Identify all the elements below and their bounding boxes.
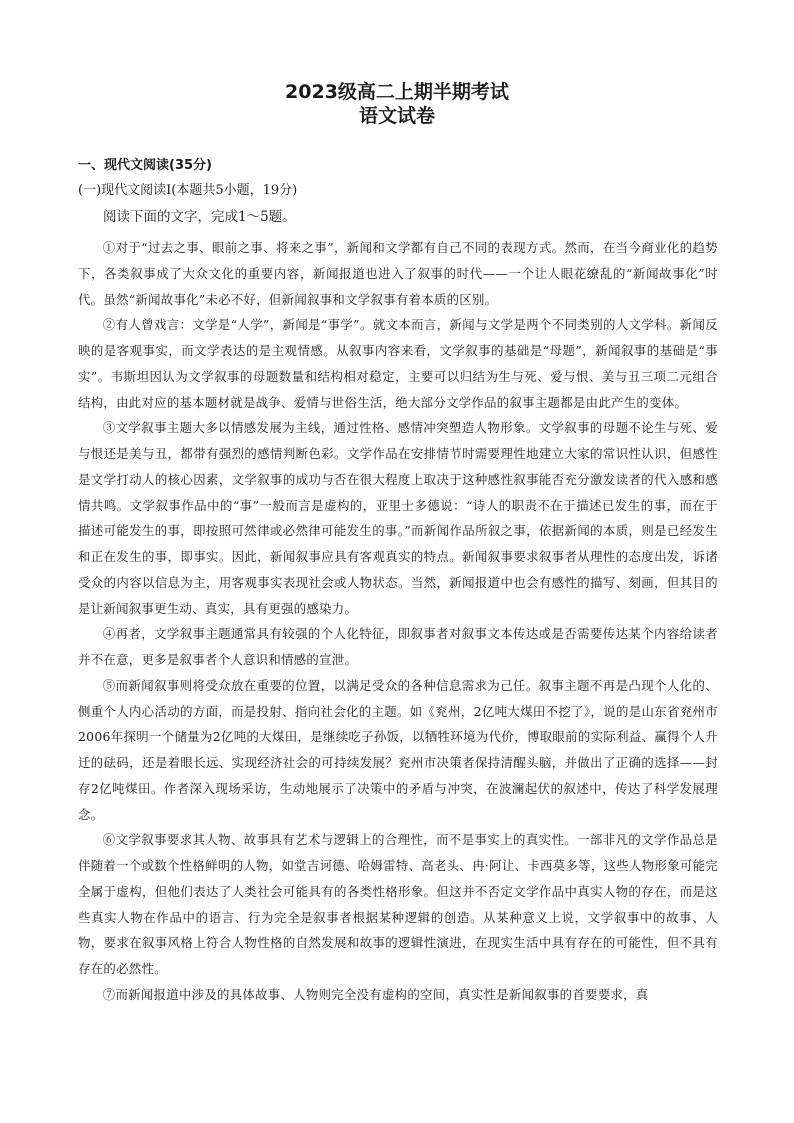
exam-title: 2023级高二上期半期考试	[285, 81, 509, 103]
paragraph-7: ⑦而新闻报道中涉及的具体故事、人物则完全没有虚构的空间，真实性是新闻叙事的首要要求，真	[102, 986, 649, 1002]
paragraph-5: ⑤而新闻叙事则将受众放在重要的位置，以满足受众的各种信息需求为己任。叙事主题不再是凸现个人化的、侧重个人内心活动的方面，而是投射、指向社会化的主题。如《兖州，2亿吨大煤田不挖了》，说的是山东省兖州市2006年探明一个储量为2亿吨的大煤田，是继续吃子孙饭，以牺牲环境为代价，博取眼前的实际利益、赢得个人升迁的砝码，还是着眼长远、实现经济社会的可持续发展？兖州市决策者保持清醒头脑，并做出了正确的选择——封存2亿吨煤田。作者深入现场采访，生动地展示了决策中的矛盾与冲突，在波澜起伏的叙述中，传达了科学发展理念。	[78, 677, 718, 822]
paragraph-1: ①对于“过去之事、眼前之事、将来之事”，新闻和文学都有自己不同的表现方式。然而，在当今商业化的趋势下，各类叙事成了大众文化的重要内容，新闻报道也进入了叙事的时代——一个让人眼花缭乱的“新闻故事化”时代。虽然“新闻故事化”未必不好，但新闻叙事和文学叙事有着本质的区别。	[78, 240, 718, 307]
paragraph-2: ②有人曾戏言：文学是“人学”，新闻是“事学”。就文本而言，新闻与文学是两个不同类别的人文学科。新闻反映的是客观事实，而文学表达的是主观情感。从叙事内容来看，文学叙事的基础是“母题”，新闻叙事的基础是“事实”。韦斯坦因认为文学叙事的母题数量和结构相对稳定，主要可以归结为生与死、爱与恨、美与丑三项二元组合结构，由此对应的基本题材就是战争、爱情与世俗生活，绝大部分文学作品的叙事主题都是由此产生的变体。	[78, 317, 718, 410]
reading-passage	[78, 235, 718, 1008]
section-heading: 一、现代文阅读(35分)	[78, 158, 212, 173]
paragraph-4: ④再者，文学叙事主题通常具有较强的个人化特征，即叙事者对叙事文本传达或是否需要传达某个内容给读者并不在意，更多是叙事者个人意识和情感的宣泄。	[78, 626, 718, 667]
reading-instruction: 阅读下面的文字，完成1～5题。	[103, 209, 296, 225]
exam-subtitle: 语文试卷	[358, 105, 435, 127]
paragraph-3: ③文学叙事主题大多以情感发展为主线，通过性格、感情冲突塑造人物形象。文学叙事的母题不论生与死、爱与恨还是美与丑，都带有强烈的感情判断色彩。文学作品在安排情节时需要理性地建立大家的常识性认识，但感性是文学打动人的核心因素，文学叙事的成功与否在很大程度上取决于这种感性叙事能否充分激发读者的代入感和感情共鸣。文学叙事作品中的“事”一般而言是虚构的，亚里士多德说：“诗人的职责不在于描述已发生的事，而在于描述可能发生的事，即按照可然律或必然律可能发生的事。”而新闻作品所叙之事，依据新闻的本质，则是已经发生和正在发生的事，即事实。因此，新闻叙事应具有客观真实的特点。新闻叙事要求叙事者从理性的态度出发，诉诸受众的内容以信息为主，用客观事实表现社会或人物状态。当然，新闻报道中也会有感性的描写、刻画，但其目的是让新闻叙事更生动、真实，具有更强的感染力。	[78, 420, 718, 616]
paragraph-6: ⑥文学叙事要求其人物、故事具有艺术与逻辑上的合理性，而不是事实上的真实性。一部非凡的文学作品总是伴随着一个或数个性格鲜明的人物，如堂吉诃德、哈姆雷特、高老头、冉·阿让、卡西莫多等，这些人物形象可能完全属于虚构，但他们表达了人类社会可能具有的各类性格形象。但这并不否定文学作品中真实人物的存在，而是这些真实人物在作品中的语言、行为完全是叙事者根据某种逻辑的创造。从某种意义上说，文学叙事中的故事、人物，要求在叙事风格上符合人物性格的自然发展和故事的逻辑性演进，在现实生活中具有存在的可能性，但不具有存在的必然性。	[78, 832, 718, 976]
subsection-heading: (一)现代文阅读Ⅰ(本题共5小题，19分)	[78, 183, 298, 198]
